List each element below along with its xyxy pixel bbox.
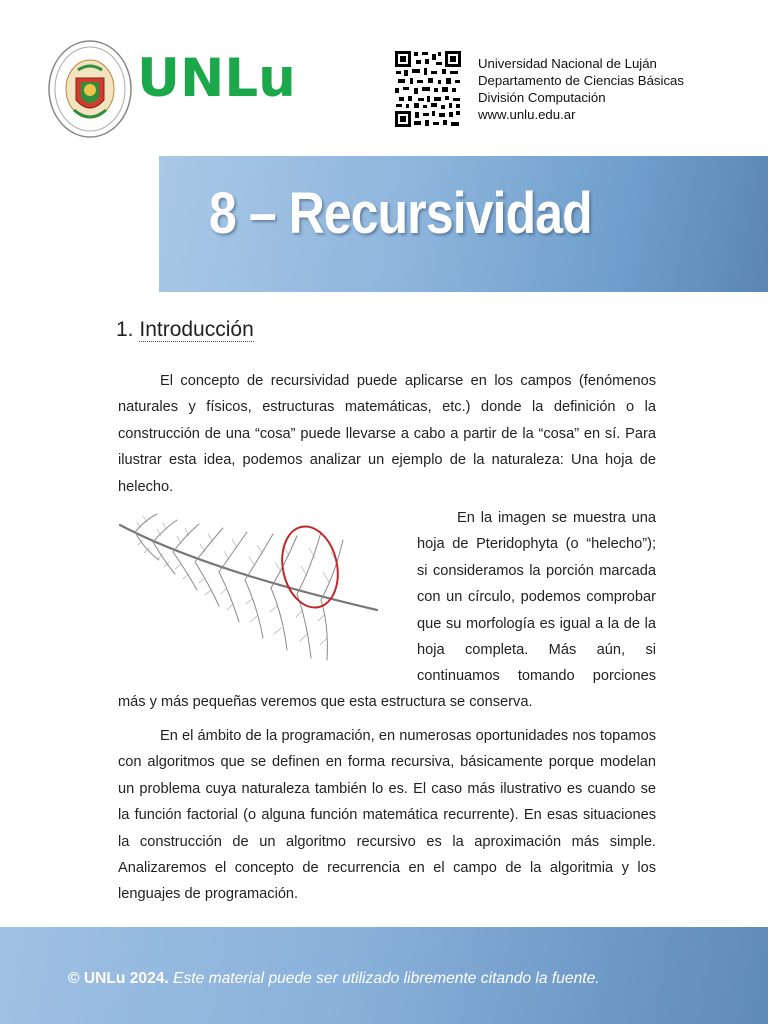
section-number: 1.	[116, 318, 134, 341]
university-seal-icon	[48, 40, 132, 138]
institution-website-link[interactable]: www.unlu.edu.ar	[478, 107, 576, 122]
footer-note: Este material puede ser utilizado libremente citando la fuente.	[173, 970, 600, 987]
institution-info	[478, 55, 684, 123]
qr-code-icon	[394, 50, 462, 128]
page-header	[0, 0, 768, 150]
brand-logo-text: UNLu	[137, 48, 296, 109]
footer-text	[68, 970, 600, 988]
paragraph-fern-description: En la imagen se muestra una hoja de Pteridophyta (o “helecho”); si consideramos la porción marcada con un círculo, podemos comprobar que su morfología es igual a la de la hoja completa. Más aún, si continuamos tomando porciones	[417, 510, 656, 685]
paragraph-fern-description-end: más y más pequeñas veremos que esta estructura se conserva.	[118, 694, 533, 710]
footer-copyright: © UNLu 2024.	[68, 970, 169, 987]
paragraph-programming: En el ámbito de la programación, en numerosas oportunidades nos topamos con algoritmos que se definen en forma recursiva, básicamente porque modelan un problema cuya naturaleza también lo es. El caso más ilustrativo es cuando se la función factorial (o alguna función matemática recurrente). En esas situaciones la construcción de un algoritmo recursivo es la aproximación más simple. Analizaremos el concepto de recurrencia en el campo de la algoritmia y los lenguajes de programación.	[118, 728, 656, 903]
page-footer	[0, 927, 768, 1024]
institution-university: Universidad Nacional de Luján	[478, 56, 657, 71]
chapter-title: 8 – Recursividad	[209, 181, 592, 246]
chapter-banner	[159, 156, 768, 292]
section-heading	[116, 318, 254, 342]
institution-department: Departamento de Ciencias Básicas	[478, 73, 684, 88]
paragraph-intro: El concepto de recursividad puede aplicarse en los campos (fenómenos naturales y físicos, estructuras matemáticas, etc.) donde la definición o la construcción de una “cosa” puede llevarse a cabo a partir de la “cosa” en sí. Para ilustrar esta idea, podemos analizar un ejemplo de la naturaleza: Una hoja de helecho.	[118, 373, 656, 495]
fern-leaf-image	[115, 510, 380, 670]
section-title: Introducción	[139, 318, 254, 341]
institution-division: División Computación	[478, 90, 606, 105]
